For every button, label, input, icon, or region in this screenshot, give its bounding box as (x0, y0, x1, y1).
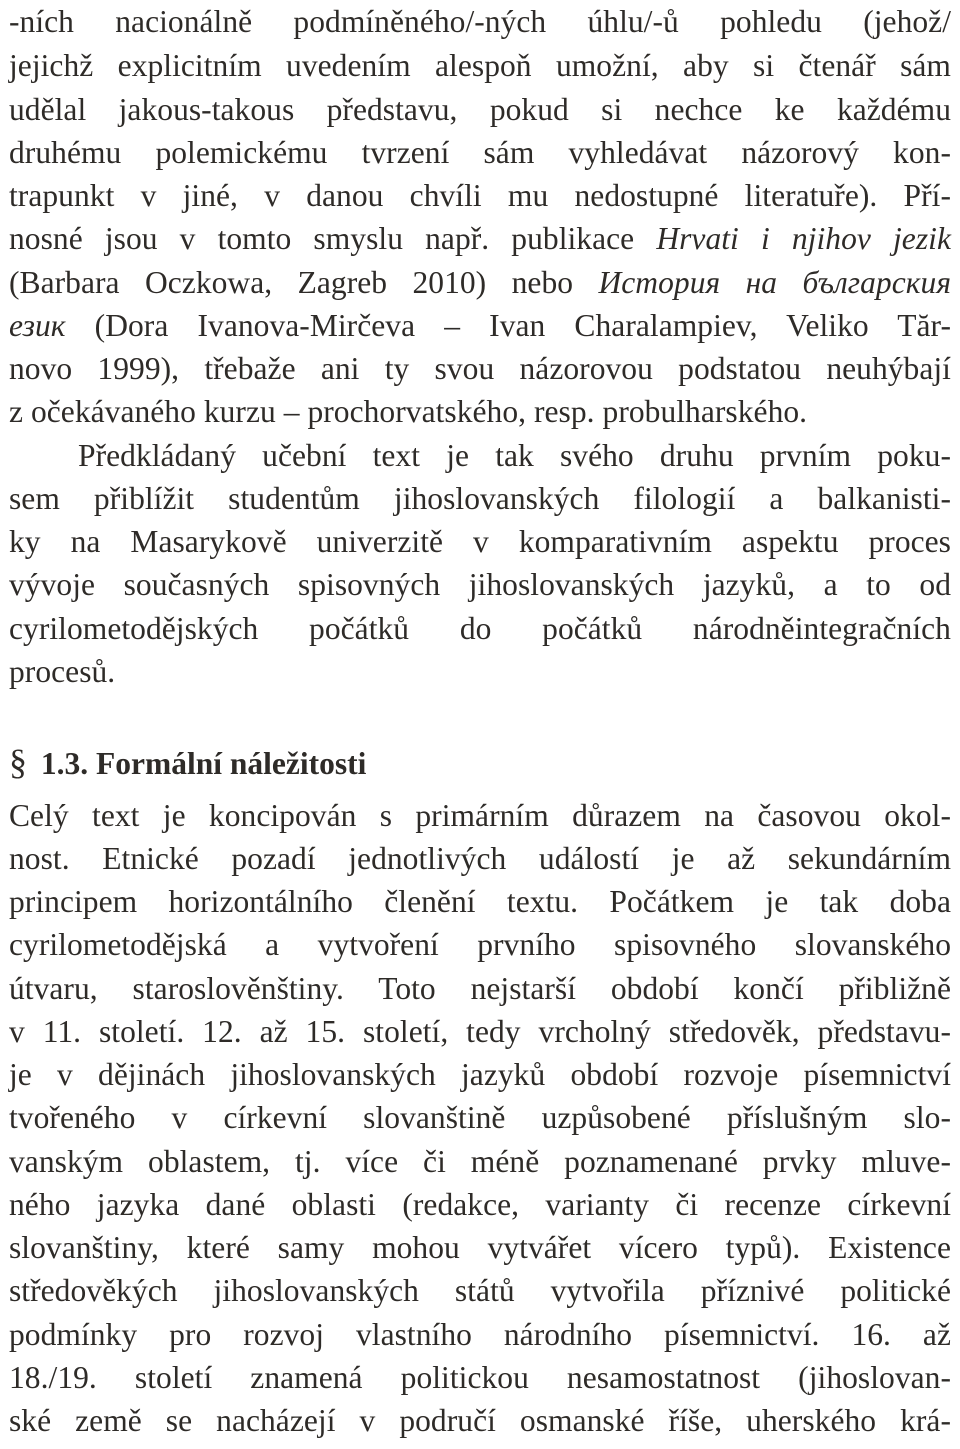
book-title-italic: език (9, 308, 66, 343)
text-line: nost. Etnické pozadí jednotlivých událostí je až sekundárním (9, 841, 951, 876)
text-line: 18./19. století znamená politickou nesamostatnost (jihoslovan- (9, 1360, 951, 1395)
text-line: středověkých jihoslovanských států vytvořila příznivé politické (9, 1273, 951, 1308)
text-line: útvaru, staroslověnštiny. Toto nejstarší období končí přibližně (9, 971, 951, 1006)
text-line: Předkládaný učební text je tak svého druhu prvním poku- (78, 438, 951, 473)
text-line: jejichž explicitním uvedením alespoň umožní, aby si čtenář sám (9, 48, 951, 83)
text-line: vývoje současných spisovných jihoslovanských jazyků, a to od (9, 567, 951, 602)
text-line: sem přiblížit studentům jihoslovanských filologií a balkanisti- (9, 481, 951, 516)
text-line: tvořeného v církevní slovanštině uzpůsobené příslušným slo- (9, 1100, 951, 1135)
text-line: principem horizontálního členění textu. Počátkem je tak doba (9, 884, 951, 919)
book-title-italic: Hrvati i njihov jezik (656, 221, 951, 256)
text-line: udělal jakous-takous představu, pokud si nechce ke každému (9, 92, 951, 127)
text-line: vanským oblastem, tj. více či méně poznamenané prvky mluve- (9, 1144, 951, 1179)
text-line: ného jazyka dané oblasti (redakce, varianty či recenze církevní (9, 1187, 951, 1222)
text-line: procesů. (9, 654, 116, 689)
section-number: 1.3. (40, 746, 89, 781)
text-line: podmínky pro rozvoj vlastního národního písemnictví. 16. až (9, 1317, 951, 1352)
text-line: v 11. století. 12. až 15. století, tedy vrcholný středověk, představu- (9, 1014, 951, 1049)
text-line: Celý text je koncipován s primárním důrazem na časovou okol- (9, 798, 951, 833)
text-line: език (Dora Ivanova-Mirčeva – Ivan Charalampiev, Veliko Tăr- (9, 308, 951, 343)
text-line: novo 1999), třebaže ani ty svou názorovou podstatou neuhýbají (9, 351, 951, 386)
text-line: z očekávaného kurzu – prochorvatského, resp. probulharského. (9, 394, 808, 429)
text-line: ské země se nacházejí v područí osmanské říše, uherského krá- (9, 1403, 951, 1438)
section-title: Formální náležitosti (96, 746, 367, 781)
text-line: cyrilometodějská a vytvoření prvního spisovného slovanského (9, 927, 951, 962)
text-line: trapunkt v jiné, v danou chvíli mu nedostupné literatuře). Pří- (9, 178, 951, 213)
book-title-italic: История на българския (598, 265, 952, 300)
section-symbol: § (9, 742, 27, 782)
text-line: (Barbara Oczkowa, Zagreb 2010) nebo История на българския (9, 265, 952, 300)
section-heading (9, 740, 366, 784)
text-line: -ních nacionálně podmíněného/-ných úhlu/-ů pohledu (jehož/ (9, 4, 951, 39)
text-line: cyrilometodějských počátků do počátků národněintegračních (9, 611, 951, 646)
text-line: nosné jsou v tomto smyslu např. publikace Hrvati i njihov jezik (9, 221, 951, 256)
text-line: ky na Masarykově univerzitě v komparativním aspektu proces (9, 524, 951, 559)
text-line: je v dějinách jihoslovanských jazyků období rozvoje písemnictví (9, 1057, 951, 1092)
text-line: druhému polemickému tvrzení sám vyhledávat názorový kon- (9, 135, 951, 170)
text-line: slovanštiny, které samy mohou vytvářet vícero typů). Existence (9, 1230, 951, 1265)
